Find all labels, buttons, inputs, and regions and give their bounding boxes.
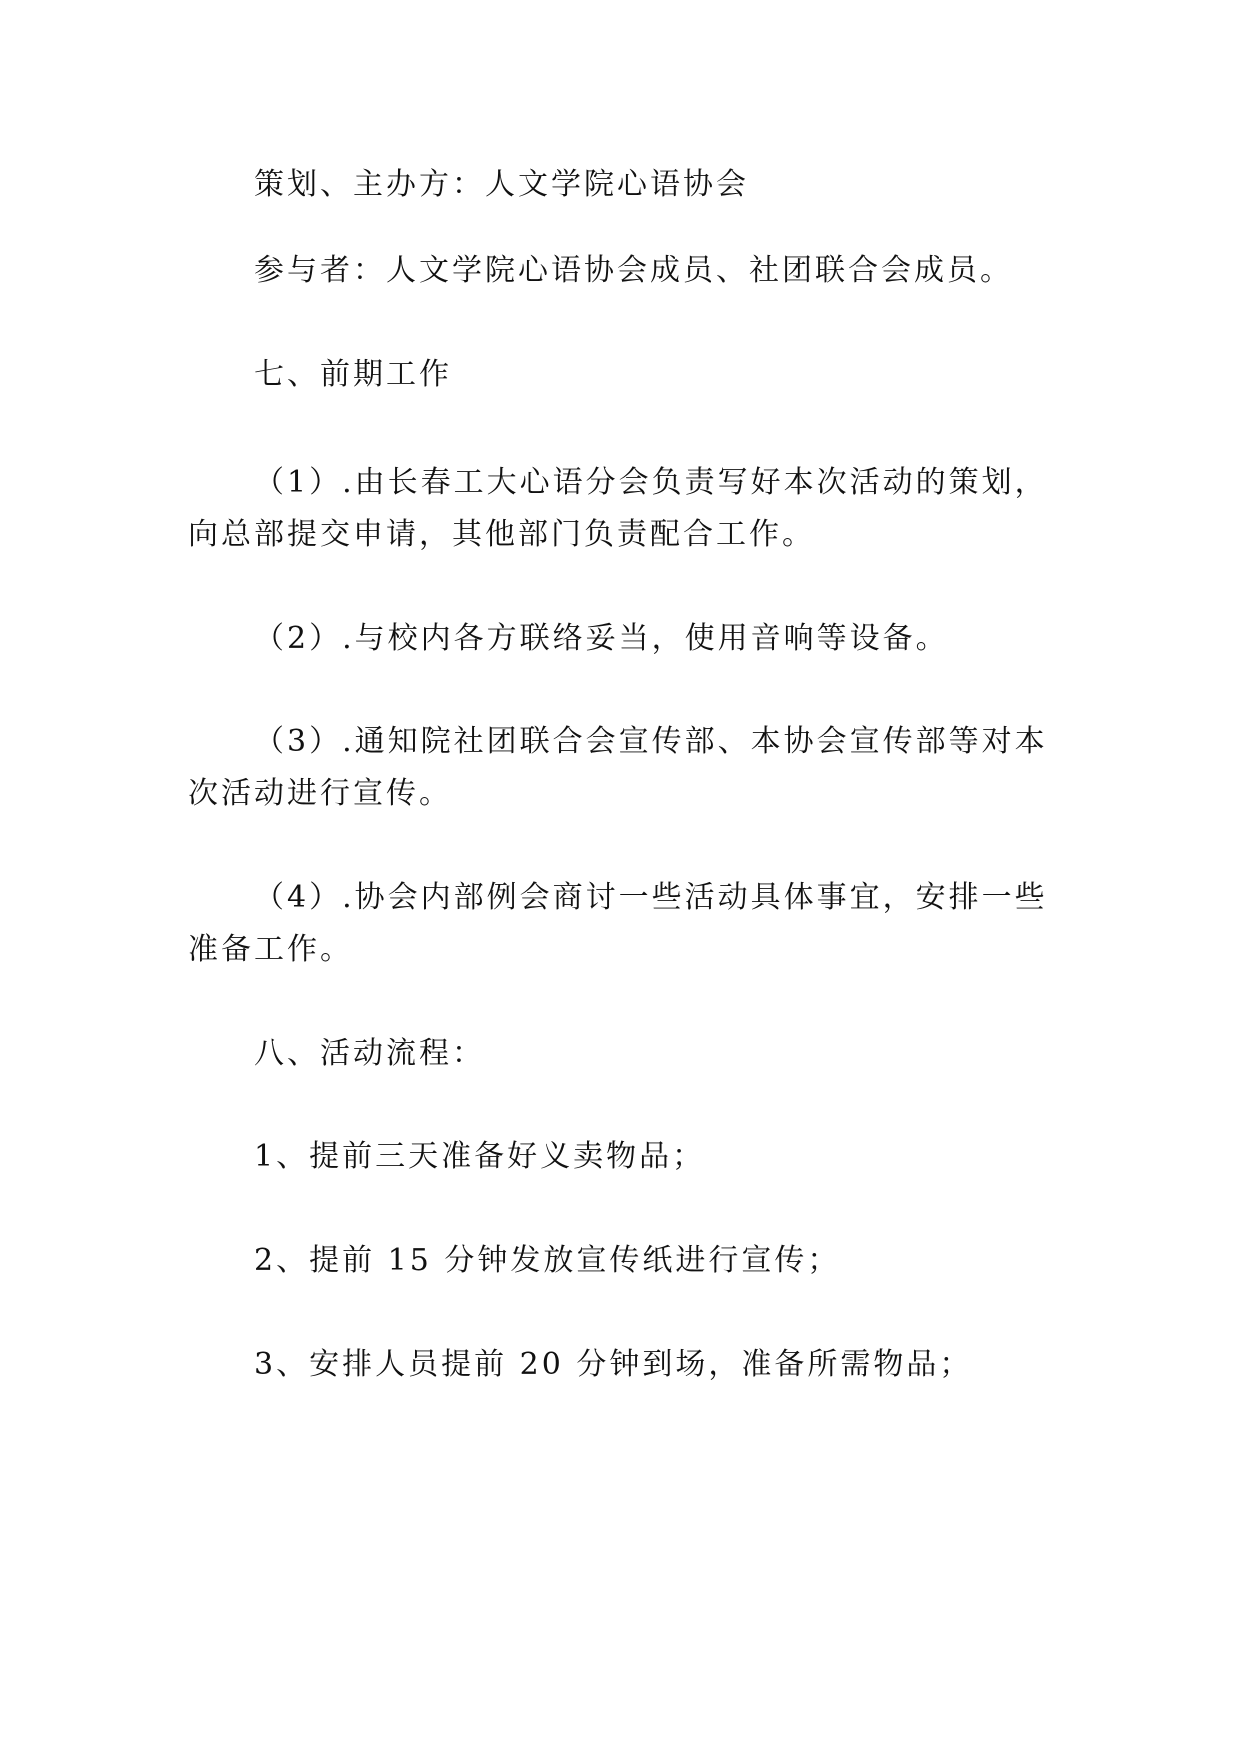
process-step-1: 1、提前三天准备好义卖物品； [254, 1139, 706, 1174]
process-step-3: 3、安排人员提前 20 分钟到场，准备所需物品； [254, 1347, 973, 1382]
process-step-2: 2、提前 15 分钟发放宣传纸进行宣传； [254, 1243, 841, 1278]
prep-item-1-line-1: （1）.由长春工大心语分会负责写好本次活动的策划， [254, 465, 1048, 500]
prep-item-4-line-2: 准备工作。 [188, 932, 353, 967]
prep-item-1-line-2: 向总部提交申请，其他部门负责配合工作。 [188, 517, 815, 552]
section-heading-preparation: 七、前期工作 [254, 357, 452, 392]
section-heading-process: 八、活动流程： [254, 1036, 485, 1071]
prep-item-2-line-1: （2）.与校内各方联络妥当，使用音响等设备。 [254, 621, 949, 656]
participants-line: 参与者：人文学院心语协会成员、社团联合会成员。 [254, 253, 1013, 288]
organizer-line: 策划、主办方：人文学院心语协会 [254, 167, 749, 202]
prep-item-4-line-1: （4）.协会内部例会商讨一些活动具体事宜，安排一些 [254, 880, 1048, 915]
prep-item-3-line-1: （3）.通知院社团联合会宣传部、本协会宣传部等对本 [254, 724, 1048, 759]
prep-item-3-line-2: 次活动进行宣传。 [188, 776, 452, 811]
